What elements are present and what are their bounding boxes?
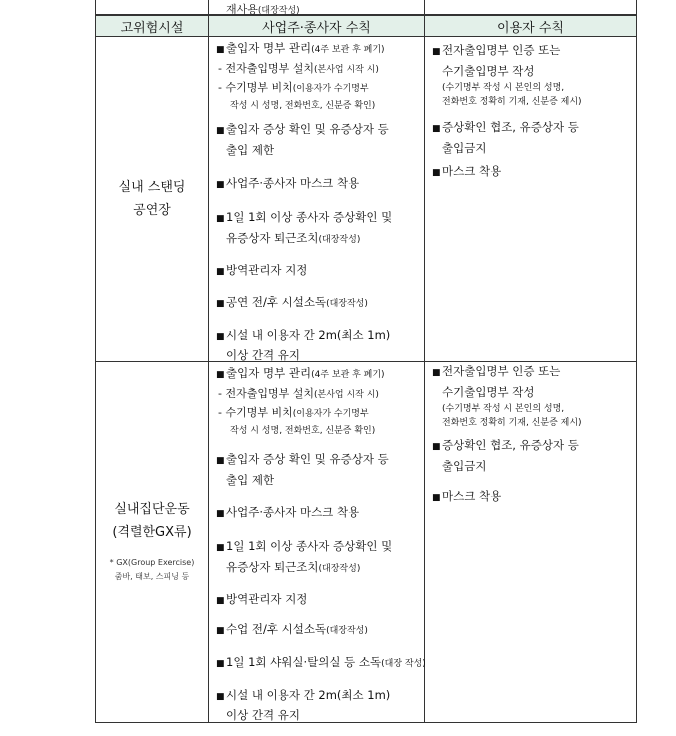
operator-rule-electronic-log: - 전자출입명부 설치(본사업 시작 시) <box>218 387 379 400</box>
continued-row-text: 재사용(대장작성) <box>226 3 300 16</box>
user-rule-mask: ■마스크 착용 <box>432 489 502 503</box>
operator-rule-staff-check: ■1일 1회 이상 종사자 증상확인 및 유증상자 퇴근조치(대장작성) <box>216 539 393 574</box>
user-rule-entry-log: ■전자출입명부 인증 또는 수기출입명부 작성 (수기명부 작성 시 본인의 성명, 전화번호 정확히 기재, 신분증 제시) <box>432 43 582 107</box>
operator-rule-paper-log: - 수기명부 비치(이용자가 수기명부 작성 시 성명, 전화번호, 신분증 확인) <box>218 81 376 111</box>
header-operator-rules: 사업주·종사자 수칙 <box>209 16 424 36</box>
header-user-rules: 이용자 수칙 <box>425 16 636 36</box>
operator-rule-entry-log: ■출입자 명부 관리(4주 보관 후 폐기) <box>216 366 385 380</box>
operator-rule-disinfection: ■공연 전/후 시설소독(대장작성) <box>216 295 368 309</box>
operator-rule-paper-log: - 수기명부 비치(이용자가 수기명부 작성 시 성명, 전화번호, 신분증 확인) <box>218 406 376 436</box>
operator-rule-mask: ■사업주·종사자 마스크 착용 <box>216 176 360 190</box>
operator-rule-entry-log: ■출입자 명부 관리(4주 보관 후 폐기) <box>216 41 385 55</box>
operator-rule-disinfection: ■수업 전/후 시설소독(대장작성) <box>216 622 368 636</box>
header-bottom-border <box>95 36 637 37</box>
user-rule-entry-log: ■전자출입명부 인증 또는 수기출입명부 작성 (수기명부 작성 시 본인의 성명, 전화번호 정확히 기재, 신분증 제시) <box>432 364 582 428</box>
user-rule-symptom-cooperation: ■증상확인 협조, 유증상자 등 출입금지 <box>432 120 579 155</box>
facility-standing-venue: 실내 스탠딩 공연장 <box>118 180 186 218</box>
user-rule-symptom-cooperation: ■증상확인 협조, 유증상자 등 출입금지 <box>432 438 579 473</box>
operator-rule-electronic-log: - 전자출입명부 설치(본사업 시작 시) <box>218 62 379 75</box>
operator-rule-distancing: ■시설 내 이용자 간 2m(최소 1m) 이상 간격 유지 <box>216 328 391 362</box>
operator-rule-mask: ■사업주·종사자 마스크 착용 <box>216 505 360 519</box>
header-facility: 고위험시설 <box>96 16 208 36</box>
operator-rule-symptom-check: ■출입자 증상 확인 및 유증상자 등 출입 제한 <box>216 452 389 487</box>
operator-rule-staff-check: ■1일 1회 이상 종사자 증상확인 및 유증상자 퇴근조치(대장작성) <box>216 210 393 245</box>
facility-gx-note: * GX(Group Exercise) 줌바, 태보, 스피닝 등 <box>109 558 195 581</box>
facility-group-exercise: 실내집단운동 (격렬한GX류) * GX(Group Exercise) 줌바, 태보, 스피닝 등 <box>96 498 208 584</box>
operator-rule-shower-disinfection: ■1일 1회 샤워실·탈의실 등 소독(대장 작성) <box>216 655 426 669</box>
user-rule-mask: ■마스크 착용 <box>432 164 502 178</box>
operator-rule-distancing: ■시설 내 이용자 간 2m(최소 1m) 이상 간격 유지 <box>216 688 391 722</box>
operator-rule-symptom-check: ■출입자 증상 확인 및 유증상자 등 출입 제한 <box>216 122 389 157</box>
operator-rule-quarantine-manager: ■방역관리자 지정 <box>216 592 308 606</box>
operator-rule-quarantine-manager: ■방역관리자 지정 <box>216 263 308 277</box>
